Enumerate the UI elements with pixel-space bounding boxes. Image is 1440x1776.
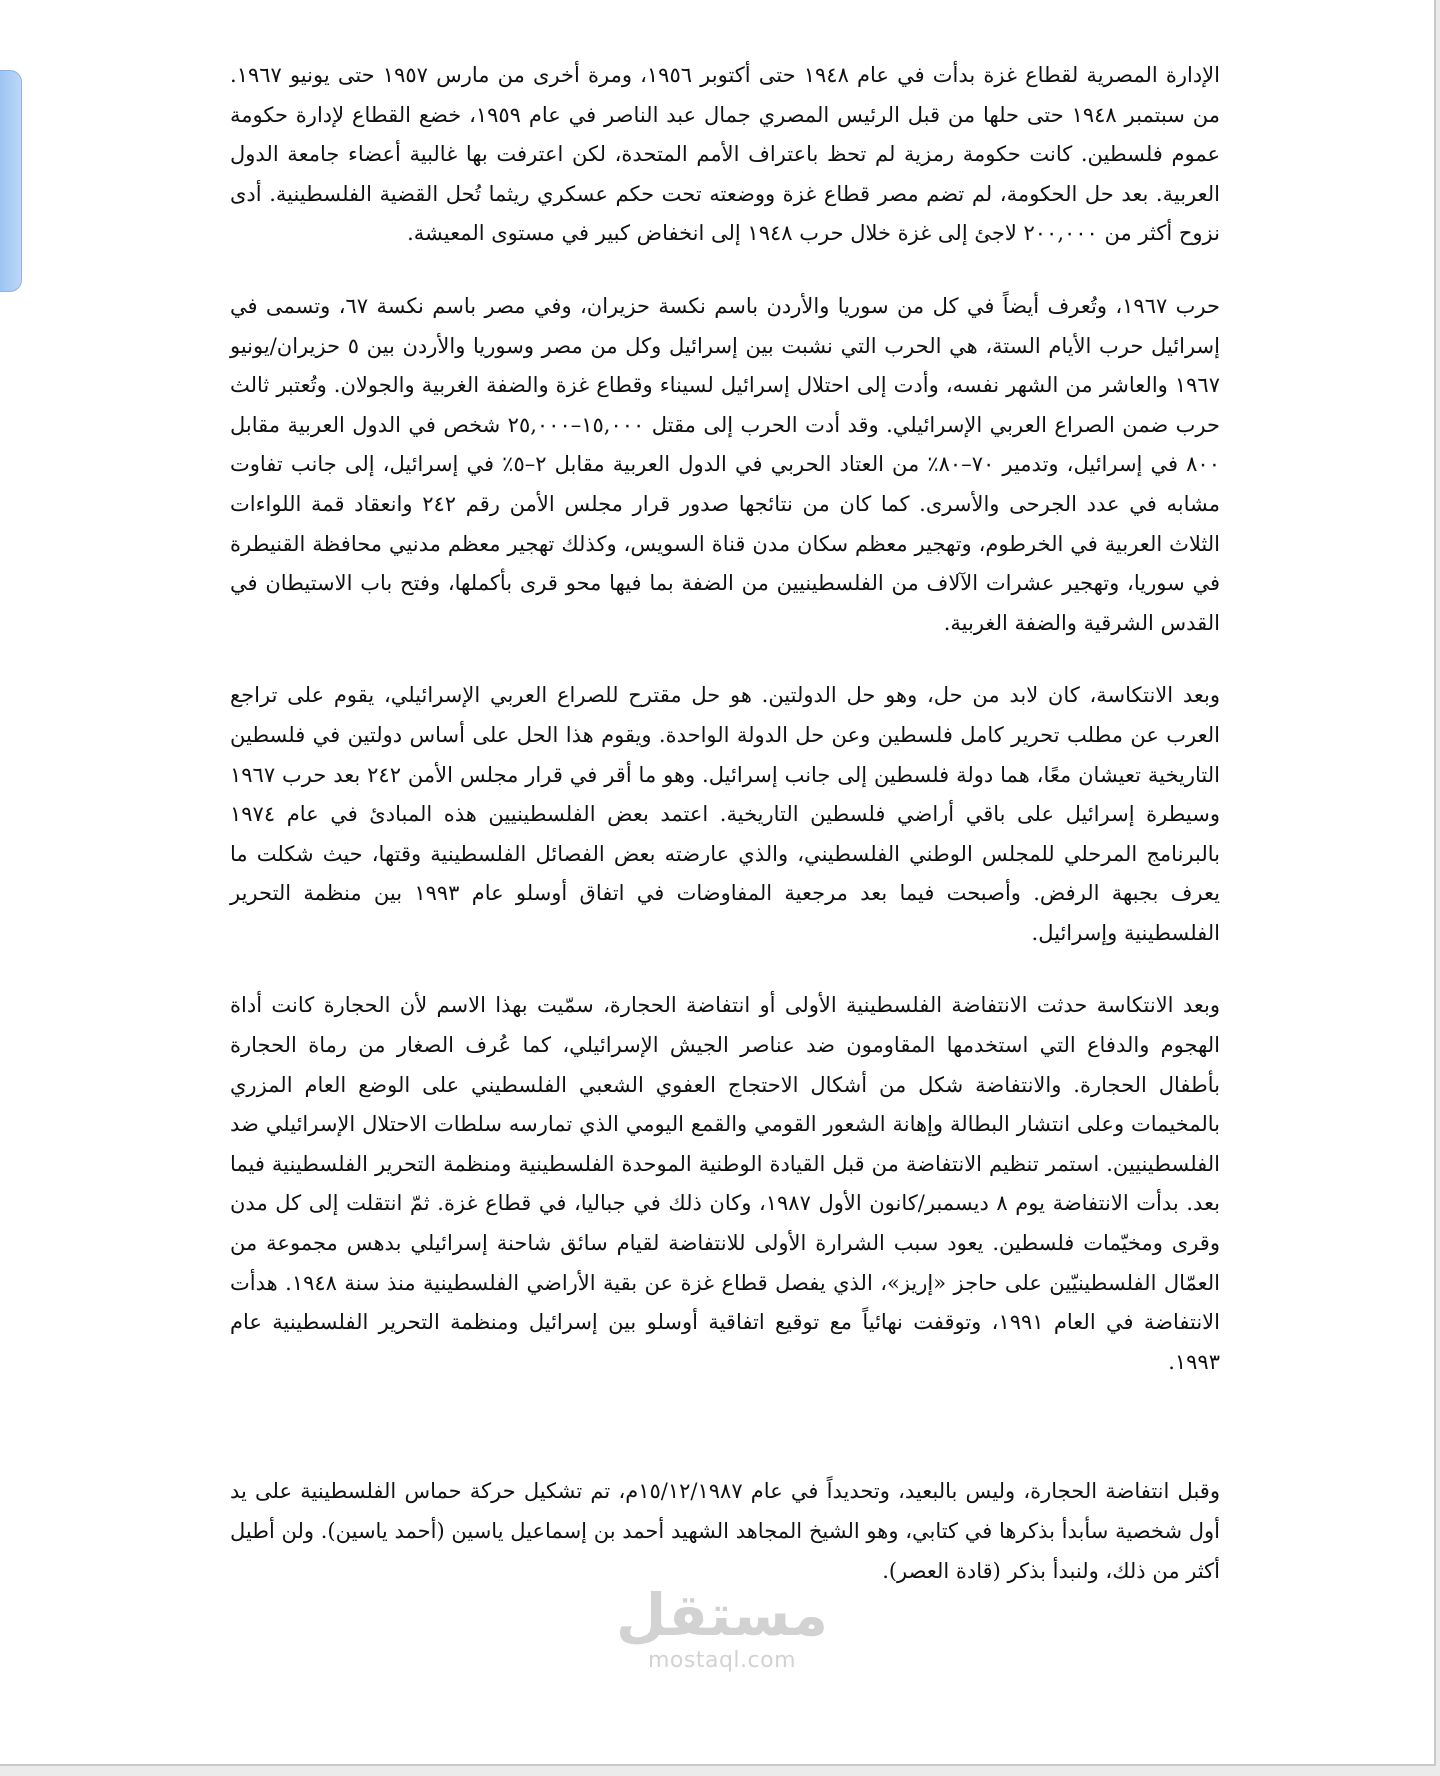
document-body [230, 56, 1220, 1624]
watermark-logo: مستقل [615, 1581, 829, 1649]
watermark-url: mostaql.com [647, 1648, 797, 1673]
paragraph-first-intifada: وبعد الانتكاسة حدثت الانتفاضة الفلسطينية الأولى أو انتفاضة الحجارة، سمّيت بهذا الاسم لأن الحجارة كانت أداة الهجوم والدفاع التي استخدمها المقاومون ضد عناصر الجيش الإسرائيلي، كما عُرف الصغار من رماة الحجارة بأطفال الحجارة. والانتفاضة شكل من أشكال الاحتجاج العفوي الشعبي الفلسطيني على الوضع العام المزري بالمخيمات وعلى انتشار البطالة وإهانة الشعور القومي والقمع اليومي الذي تمارسه سلطات الاحتلال الإسرائيلي ضد الفلسطينيين. استمر تنظيم الانتفاضة من قبل القيادة الوطنية الموحدة الفلسطينية ومنظمة التحرير الفلسطينية فيما بعد. بدأت الانتفاضة يوم ٨ ديسمبر/كانون الأول ١٩٨٧، وكان ذلك في جباليا، في قطاع غزة. ثمّ انتقلت إلى كل مدن وقرى ومخيّمات فلسطين. يعود سبب الشرارة الأولى للانتفاضة لقيام سائق شاحنة إسرائيلي بدهس مجموعة من العمّال الفلسطينيّين على حاجز «إريز»، الذي يفصل قطاع غزة عن بقية الأراضي الفلسطينية منذ سنة ١٩٤٨. هدأت الانتفاضة في العام ١٩٩١، وتوقفت نهائياً مع توقيع اتفاقية أوسلو بين إسرائيل ومنظمة التحرير الفلسطينية عام ١٩٩٣. [230, 993, 1220, 1374]
paragraph-gaza-administration: الإدارة المصرية لقطاع غزة بدأت في عام ١٩٤٨ حتى أكتوبر ١٩٥٦، ومرة أخرى من مارس ١٩٥٧ حتى يونيو ١٩٦٧. من سبتمبر ١٩٤٨ حتى حلها من قبل الرئيس المصري جمال عبد الناصر في عام ١٩٥٩، خضع القطاع لإدارة حكومة عموم فلسطين. كانت حكومة رمزية لم تحظ باعتراف الأمم المتحدة، لكن اعترفت بها غالبية أعضاء جامعة الدول العربية. بعد حل الحكومة، لم تضم مصر قطاع غزة ووضعته تحت حكم عسكري ريثما تُحل القضية الفلسطينية. أدى نزوح أكثر من ٢٠٠,٠٠٠ لاجئ إلى غزة خلال حرب ١٩٤٨ إلى انخفاض كبير في مستوى المعيشة. [230, 63, 1220, 246]
paragraph-1967-war: حرب ١٩٦٧، وتُعرف أيضاً في كل من سوريا والأردن باسم نكسة حزيران، وفي مصر باسم نكسة ٦٧، وتسمى في إسرائيل حرب الأيام الستة، هي الحرب التي نشبت بين إسرائيل وكل من مصر وسوريا والأردن بين ٥ حزيران/يونيو ١٩٦٧ والعاشر من الشهر نفسه، وأدت إلى احتلال إسرائيل لسيناء وقطاع غزة والضفة الغربية والجولان. وتُعتبر ثالث حرب ضمن الصراع العربي الإسرائيلي. وقد أدت الحرب إلى مقتل ١٥,٠٠٠–٢٥,٠٠٠ شخص في الدول العربية مقابل ٨٠٠ في إسرائيل، وتدمير ٧٠–٨٠٪ من العتاد الحربي في الدول العربية مقابل ٢–٥٪ في إسرائيل، إلى جانب تفاوت مشابه في عدد الجرحى والأسرى. كما كان من نتائجها صدور قرار مجلس الأمن رقم ٢٤٢ وانعقاد قمة اللواءات الثلاث العربية في الخرطوم، وتهجير معظم سكان مدن قناة السويس، وكذلك تهجير معظم مدنيي محافظة القنيطرة في سوريا، وتهجير عشرات الآلاف من الفلسطينيين من الضفة بما فيها محو قرى بأكملها، وفتح باب الاستيطان في القدس الشرقية والضفة الغربية. [230, 293, 1221, 635]
sidebar-handle[interactable] [0, 70, 22, 292]
paragraph-two-state-solution: وبعد الانتكاسة، كان لابد من حل، وهو حل الدولتين. هو حل مقترح للصراع العربي الإسرائيلي، يقوم على تراجع العرب عن مطلب تحرير كامل فلسطين وعن حل الدولة الواحدة. ويقوم هذا الحل على أساس دولتين في فلسطين التاريخية تعيشان معًا، هما دولة فلسطين إلى جانب إسرائيل. وهو ما أقر في قرار مجلس الأمن ٢٤٢ بعد حرب ١٩٦٧ وسيطرة إسرائيل على باقي أراضي فلسطين التاريخية. اعتمد بعض الفلسطينيين هذه المبادئ في عام ١٩٧٤ بالبرنامج المرحلي للمجلس الوطني الفلسطيني، والذي عارضته بعض الفصائل الفلسطينية وقتها، حيث شكلت ما يعرف بجبهة الرفض. وأصبحت فيما بعد مرجعية المفاوضات في اتفاق أوسلو عام ١٩٩٣ بين منظمة التحرير الفلسطينية وإسرائيل. [230, 683, 1220, 945]
watermark [612, 1582, 832, 1674]
paragraph-hamas-founding: وقبل انتفاضة الحجارة، وليس بالبعيد، وتحديداً في عام ١٥/١٢/١٩٨٧م، تم تشكيل حركة حماس الفلسطينية على يد أول شخصية سأبدأ بذكرها في كتابي، وهو الشيخ المجاهد الشهيد أحمد بن إسماعيل ياسين (أحمد ياسين). ولن أطيل أكثر من ذلك، ولنبدأ بذكر (قادة العصر). [230, 1479, 1220, 1583]
